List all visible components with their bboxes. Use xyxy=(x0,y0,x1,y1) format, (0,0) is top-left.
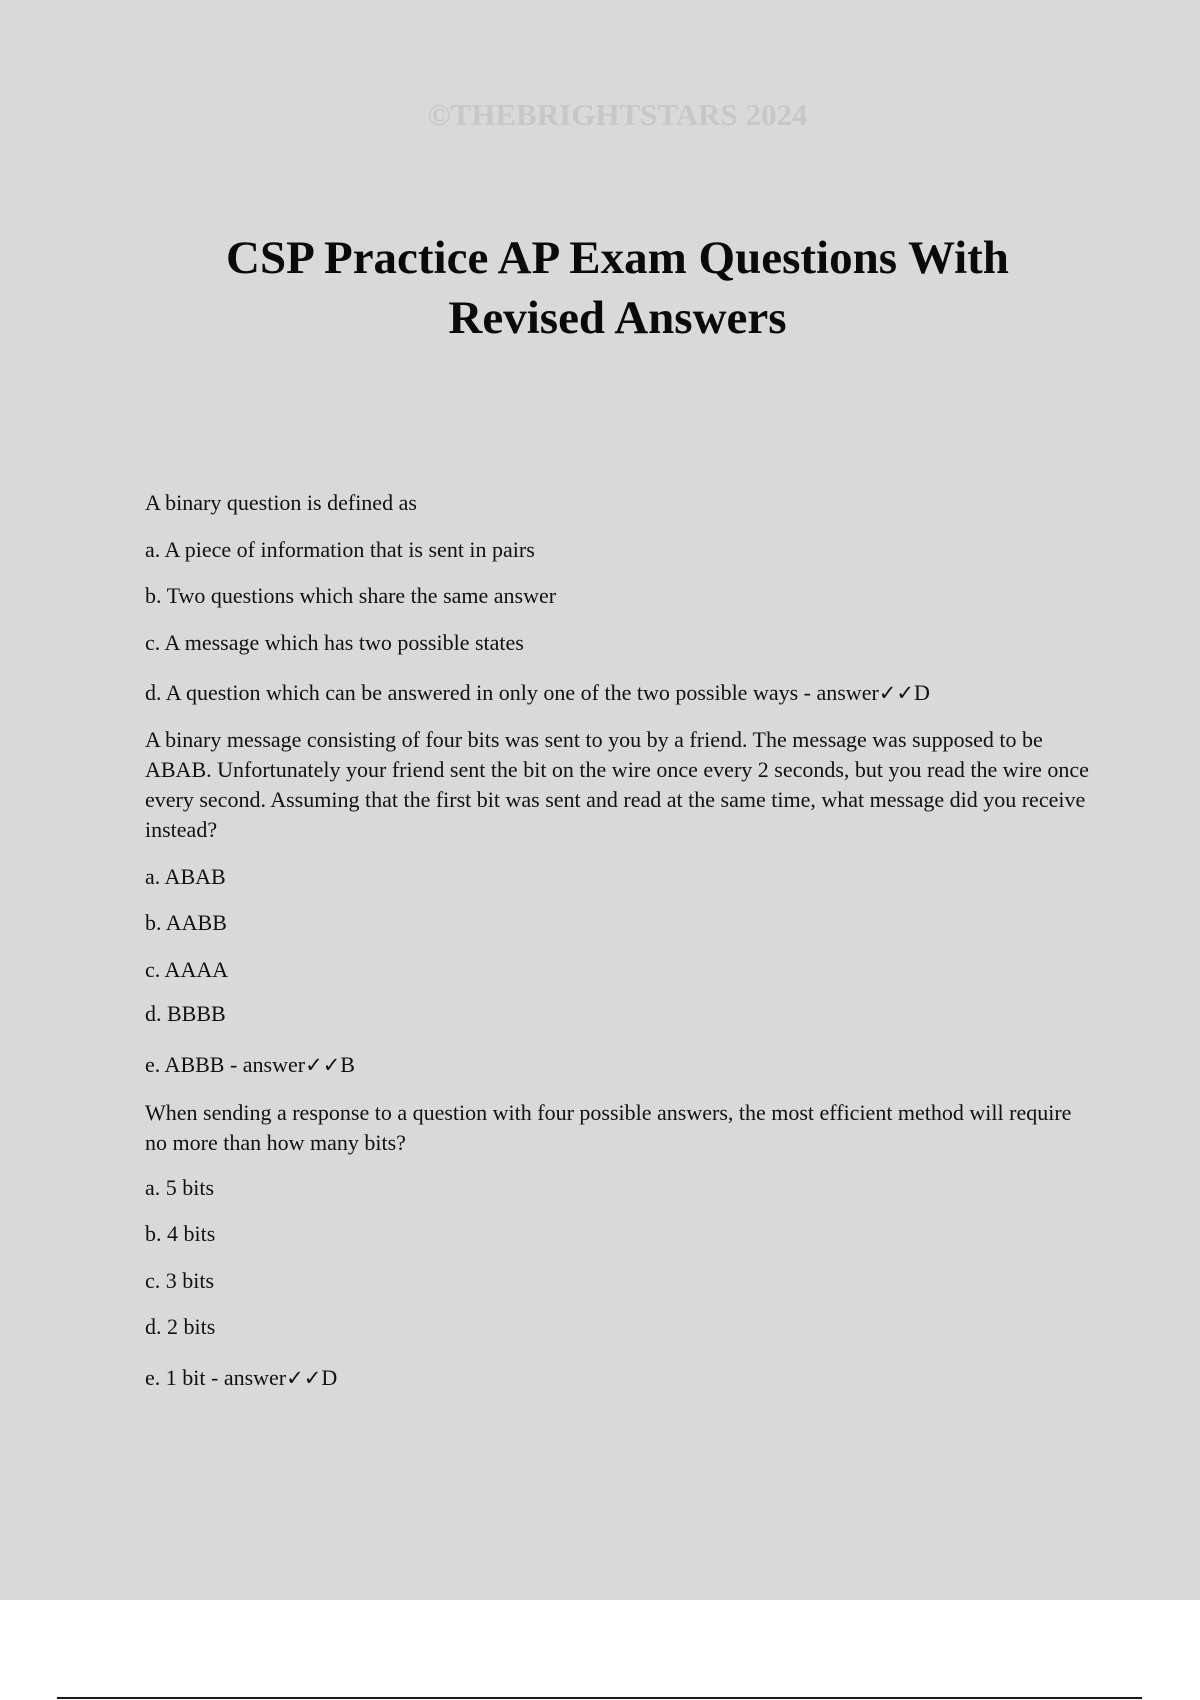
footer-divider xyxy=(57,1697,1142,1699)
answer-option: d. 2 bits xyxy=(145,1314,216,1339)
question-prompt: A binary question is defined as xyxy=(145,490,417,515)
answer-option: d. BBBB xyxy=(145,1001,226,1026)
copyright-watermark: ©THEBRIGHTSTARS 2024 xyxy=(427,97,808,132)
answer-key: B xyxy=(340,1052,355,1077)
answer-option: b. Two questions which share the same answer xyxy=(145,583,557,608)
option-text: d. A question which can be answered in only one of the two possible ways - answer xyxy=(145,680,879,705)
answer-option: a. A piece of information that is sent in pairs xyxy=(145,537,535,562)
option-text: e. 1 bit - answer xyxy=(145,1365,287,1390)
answer-option: c. 3 bits xyxy=(145,1268,215,1293)
answer-option: a. ABAB xyxy=(145,864,226,889)
double-check-icon: ✓✓ xyxy=(286,1366,322,1390)
answer-option-with-key xyxy=(145,678,1085,708)
answer-key: D xyxy=(321,1365,338,1390)
answer-key: D xyxy=(914,680,930,705)
double-check-icon: ✓✓ xyxy=(305,1053,341,1077)
answer-option: a. 5 bits xyxy=(145,1175,215,1200)
answer-option: c. AAAA xyxy=(145,957,229,982)
document-title: CSP Practice AP Exam Questions With Revised Answers xyxy=(226,232,1009,344)
question-prompt: A binary message consisting of four bits was sent to you by a friend. The message was supposed to be ABAB. Unfortunately your friend sent the bit on the wire once every 2 seconds, but you read the wire once every second. Assuming that the first bit was sent and read at the same time, what message did you receive instead? xyxy=(145,727,1089,842)
answer-option: b. 4 bits xyxy=(145,1221,216,1246)
answer-option: b. AABB xyxy=(145,910,227,935)
question-prompt: When sending a response to a question with four possible answers, the most efficient method will require no more than how many bits? xyxy=(145,1100,1072,1155)
double-check-icon: ✓✓ xyxy=(878,681,914,705)
option-text: e. ABBB - answer xyxy=(145,1052,306,1077)
answer-option: c. A message which has two possible states xyxy=(145,630,524,655)
answer-option-with-key xyxy=(145,1363,1085,1393)
answer-option-with-key xyxy=(145,1050,1085,1080)
